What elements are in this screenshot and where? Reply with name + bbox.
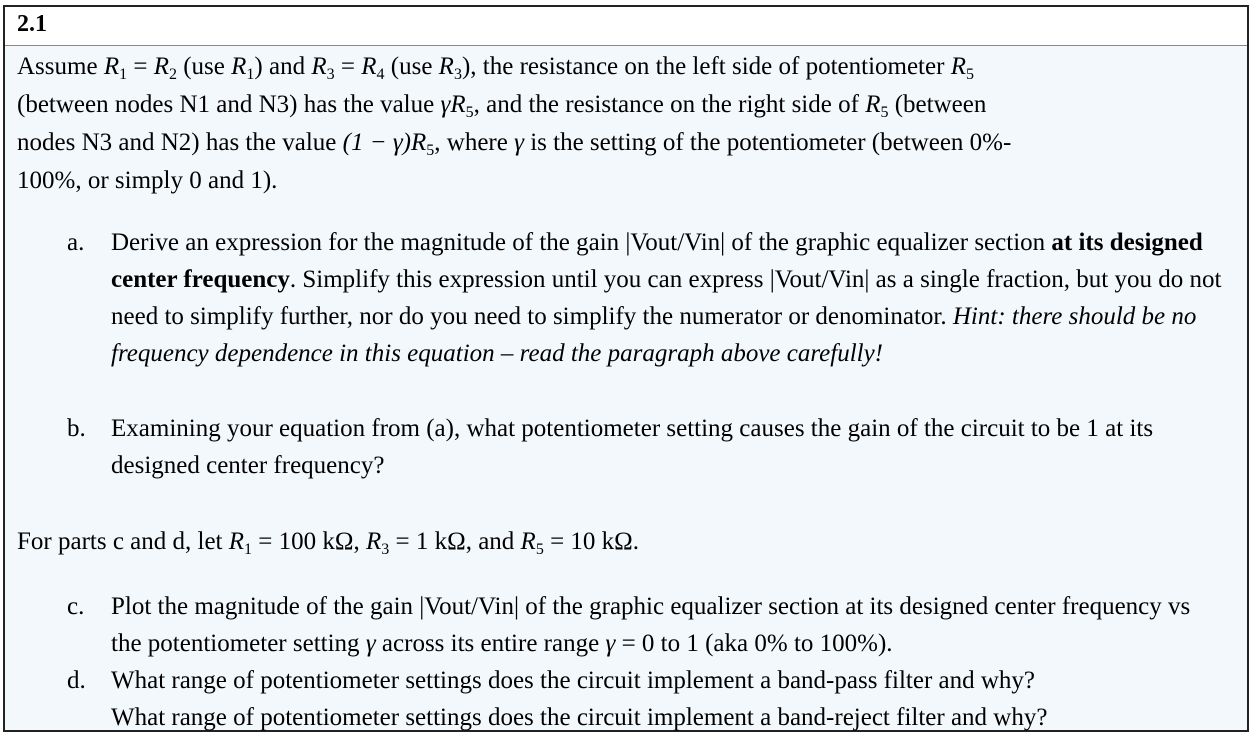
item-text: Derive an expression for the magnitude of the gain |Vout/Vin| of the graphic equalizer section at its designed center frequency. Simplify this expression until you can express |Vout/Vin| as a single fraction, but you do not need to simplify further, nor do you need to simplify the numerator or denominator. Hint: there should be no frequency dependence in this equation – read the paragraph above carefully!	[111, 229, 1222, 367]
item-label: a.	[67, 229, 85, 256]
intro-line-1: Assume $R_1 = R_2$ (use $R_1$) and $R_3 = R_4$ (use $R_3$), the resistance on the left side of potentiometer $R_5$	[17, 53, 974, 83]
intro-line-3: nodes N3 and N2) has the value $(1 - \gamma)R_5$, where γ is the setting of the potentiometer (between 0%-	[17, 129, 1012, 159]
item-text: Examining your equation from (a), what potentiometer setting causes the gain of the circuit to be 1 at its designed center frequency?	[111, 415, 1154, 479]
parts-cd-values: For parts c and d, let $R_1 = 100$ kΩ, $R_3 = 1$ kΩ, and $R_5 = 10$ kΩ.	[17, 528, 640, 558]
item-label: b.	[67, 415, 86, 442]
item-text: Plot the magnitude of the gain |Vout/Vin| of the graphic equalizer section at its designed center frequency vs the potentiometer setting γ across its entire range γ = 0 to 1 (aka 0% to 100%).	[111, 593, 1191, 657]
list-item-c	[67, 588, 1237, 668]
problem-body	[5, 46, 1247, 730]
intro-line-4: 100%, or simply 0 and 1).	[17, 167, 278, 194]
item-text: What range of potentiometer settings does the circuit implement a band-pass filter and why? What range of potentiometer settings does the circuit implement a band-reject filter and why?	[111, 667, 1048, 731]
title-row	[5, 7, 1247, 46]
item-label: d.	[67, 667, 86, 694]
list-item-b	[67, 410, 1237, 490]
problem-number: 2.1	[17, 11, 47, 37]
list-item-d	[67, 662, 1237, 736]
intro-line-2: (between nodes N1 and N3) has the value $\gamma R_5$, and the resistance on the right side of $R_5$ (between	[17, 91, 987, 121]
item-label: c.	[67, 593, 85, 620]
problem-box	[3, 5, 1249, 732]
list-item-a	[67, 224, 1237, 414]
